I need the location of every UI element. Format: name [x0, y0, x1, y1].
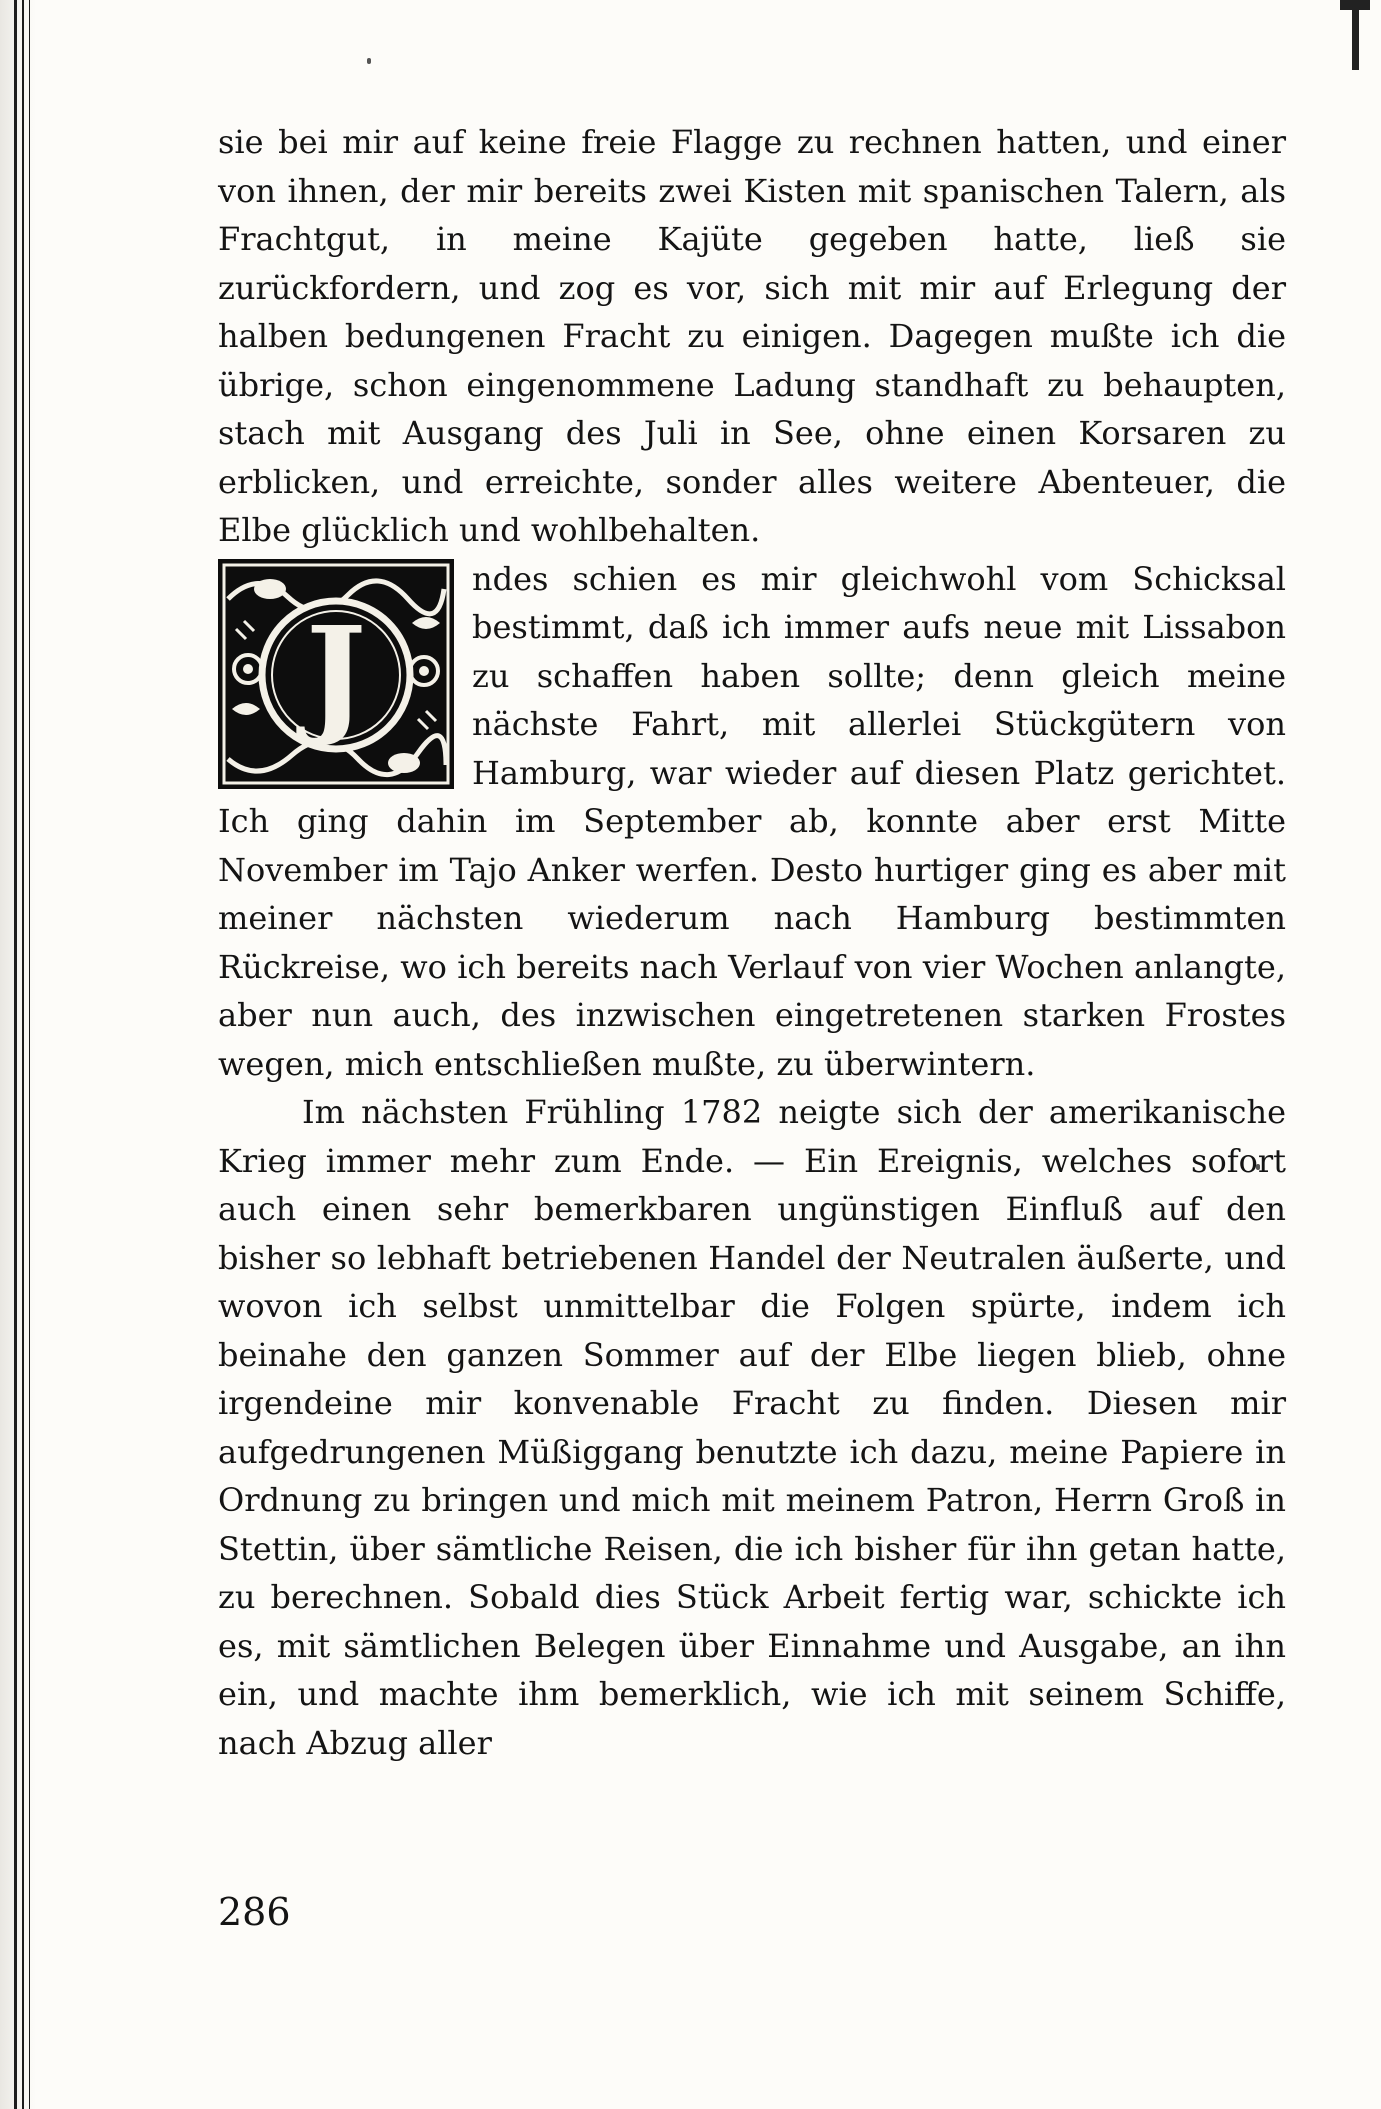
initial-letter: J — [305, 599, 367, 750]
page-edge-mark — [1340, 0, 1370, 10]
page-number: 286 — [218, 1890, 291, 1934]
gutter-line — [29, 0, 30, 2109]
paragraph-1: sie bei mir auf keine freie Flagge zu rechnen hatten, und einer von ihnen, der mir bereits zwei Kisten mit spanischen Talern, als Frachtgut, in meine Kajüte gegeben hatte, ließ sie zurückfordern, und zog es vor, sich mit mir auf Erlegung der halben bedungenen Fracht zu einigen. Dagegen mußte ich die übrige, schon eingenommene Ladung standhaft zu behaupten, stach mit Ausgang des Juli in See, ohne einen Korsaren zu erblicken, und erreichte, sonder alles weitere Abenteuer, die Elbe glücklich und wohlbehalten. — [218, 123, 1286, 549]
gutter-line — [22, 0, 24, 2109]
book-gutter — [0, 0, 36, 2109]
ornamental-initial — [218, 559, 454, 789]
body-text — [218, 118, 1286, 1767]
gutter-line — [14, 0, 17, 2109]
page-edge-mark — [1352, 0, 1359, 70]
paragraph-3: Im nächsten Frühling 1782 neigte sich der amerikanische Krieg immer mehr zum Ende. — Ein Ereignis, welches sofort auch einen sehr bemerkbaren ungünstigen Einfluß auf den bisher so lebhaft betriebenen Handel der Neutralen äußerte, und wovon ich selbst unmittelbar die Folgen spürte, indem ich beinahe den ganzen Sommer auf der Elbe liegen blieb, ohne irgendeine mir konvenable Fracht zu finden. Diesen mir aufgedrungenen Müßiggang benutzte ich dazu, meine Papiere in Ordnung zu bringen und mich mit meinem Patron, Herrn Groß in Stettin, über sämtliche Reisen, die ich bisher für ihn getan hatte, zu berechnen. Sobald dies Stück Arbeit fertig war, schickte ich es, mit sämtlichen Belegen über Einnahme und Ausgabe, an ihn ein, und machte ihm bemerklich, wie ich mit seinem Schiffe, nach Abzug aller — [218, 1093, 1286, 1762]
paragraph-2 — [218, 555, 1286, 1089]
ornament-pattern — [218, 559, 454, 789]
print-speck — [367, 58, 371, 64]
paragraph-2-text: ndes schien es mir gleichwohl vom Schicksal bestimmt, daß ich immer aufs neue mit Lissabon zu schaffen haben sollte; denn gleich meine nächste Fahrt, mit allerlei Stückgütern von Hamburg, war wieder auf diesen Platz gerichtet. Ich ging dahin im September ab, konnte aber erst Mitte November im Tajo Anker werfen. Desto hurtiger ging es aber mit meiner nächsten wiederum nach Hamburg bestimmten Rückreise, wo ich bereits nach Verlauf von vier Wochen anlangte, aber nun auch, des inzwischen eingetretenen starken Frostes wegen, mich entschließen mußte, zu überwintern. — [218, 559, 1286, 1083]
